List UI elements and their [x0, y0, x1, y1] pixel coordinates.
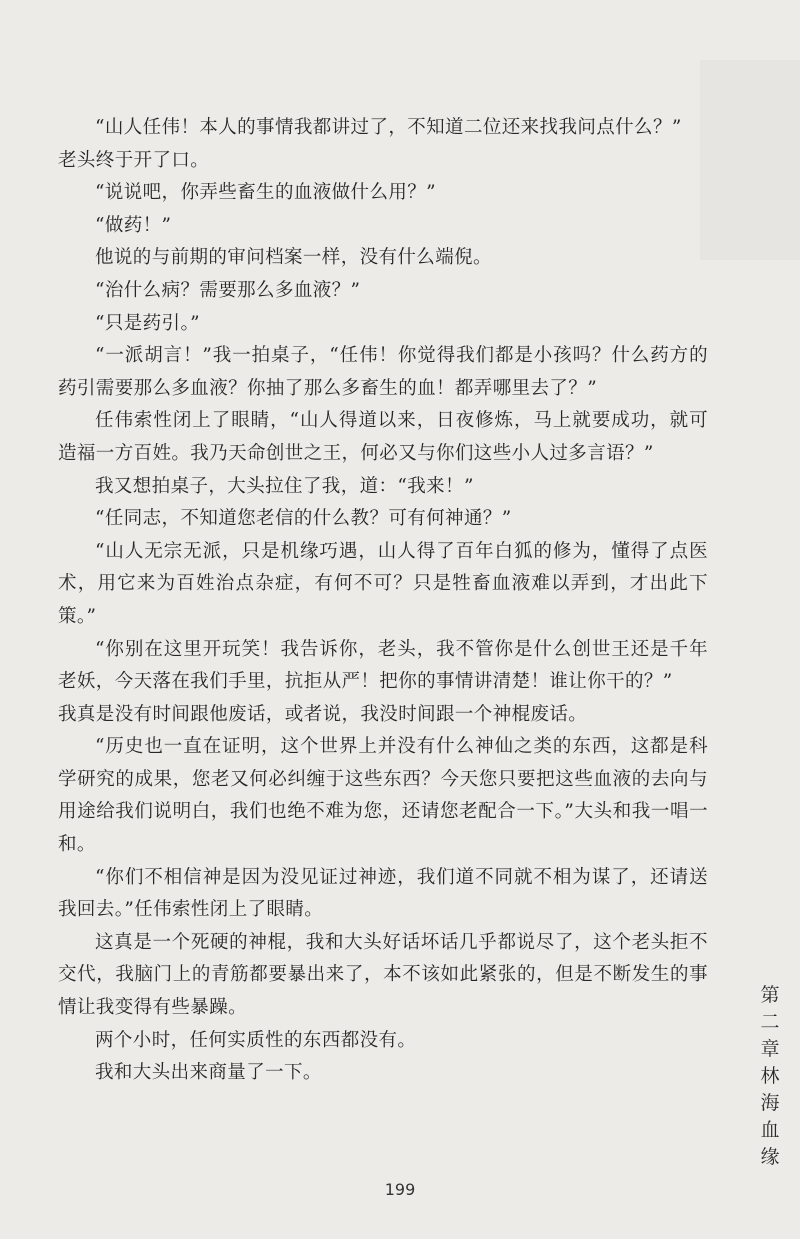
paragraph: 老头终于开了口。: [58, 149, 210, 171]
paragraph: “一派胡言！”我一拍桌子，“任伟！你觉得我们都是小孩吗？什么药方的药引需要那么多血液？你抽了那么多畜生的血！都弄哪里去了？”: [58, 345, 708, 399]
paragraph: “历史也一直在证明，这个世界上并没有什么神仙之类的东西，这都是科学研究的成果，您老又何必纠缠于这些东西？今天您只要把这些血液的去向与用途给我们说明白，我们也绝不难为您，还请您老配合一下。”大头和我一唱一和。: [58, 736, 708, 856]
show-through-shadow: [700, 60, 800, 260]
chapter-title-vertical: 第二章 林海血缘: [760, 984, 780, 1168]
paragraph: “做药！”: [95, 214, 172, 236]
paragraph: “你们不相信神是因为没见证过神迹，我们道不同就不相为谋了，还请送我回去。”任伟索性闭上了眼睛。: [58, 866, 708, 921]
paragraph: “山人任伟！本人的事情我都讲过了，不知道二位还来找我问点什么？”: [95, 117, 682, 138]
paragraph: 这真是一个死硬的神棍，我和大头好话坏话几乎都说尽了，这个老头拒不交代，我脑门上的青筋都要暴出来了，本不该如此紧张的，但是不断发生的事情让我变得有些暴躁。: [58, 931, 708, 1019]
paragraph: “治什么病？需要那么多血液？”: [95, 279, 361, 301]
paragraph: 两个小时，任何实质性的东西都没有。: [95, 1029, 417, 1051]
paragraph: 我又想拍桌子，大头拉住了我，道：“我来！”: [95, 475, 474, 497]
paragraph: “你别在这里开玩笑！我告诉你，老头，我不管你是什么创世王还是千年老妖，今天落在我们手里，抗拒从严！把你的事情讲清楚！谁让你干的？”: [58, 638, 708, 693]
paragraph: 任伟索性闭上了眼睛，“山人得道以来，日夜修炼，马上就要成功，就可造福一方百姓。我乃天命创世之王，何必又与你们这些小人过多言语？”: [58, 410, 708, 464]
paragraph: “任同志，不知道您老信的什么教？可有何神通？”: [95, 508, 512, 530]
paragraph: “山人无宗无派，只是机缘巧遇，山人得了百年白狐的修为，懂得了点医术，用它来为百姓治点杂症，有何不可？只是牲畜血液难以弄到，才出此下策。”: [58, 540, 708, 627]
page-number: 199: [384, 1180, 416, 1199]
paragraph: “只是药引。”: [95, 312, 200, 334]
paragraph: “说说吧，你弄些畜生的血液做什么用？”: [95, 182, 437, 204]
body-text: [58, 112, 708, 1090]
paragraph: 他说的与前期的审问档案一样，没有什么端倪。: [95, 247, 492, 269]
paragraph: 我真是没有时间跟他废话，或者说，我没时间跟一个神棍废话。: [58, 703, 588, 725]
paragraph: 我和大头出来商量了一下。: [95, 1062, 322, 1084]
